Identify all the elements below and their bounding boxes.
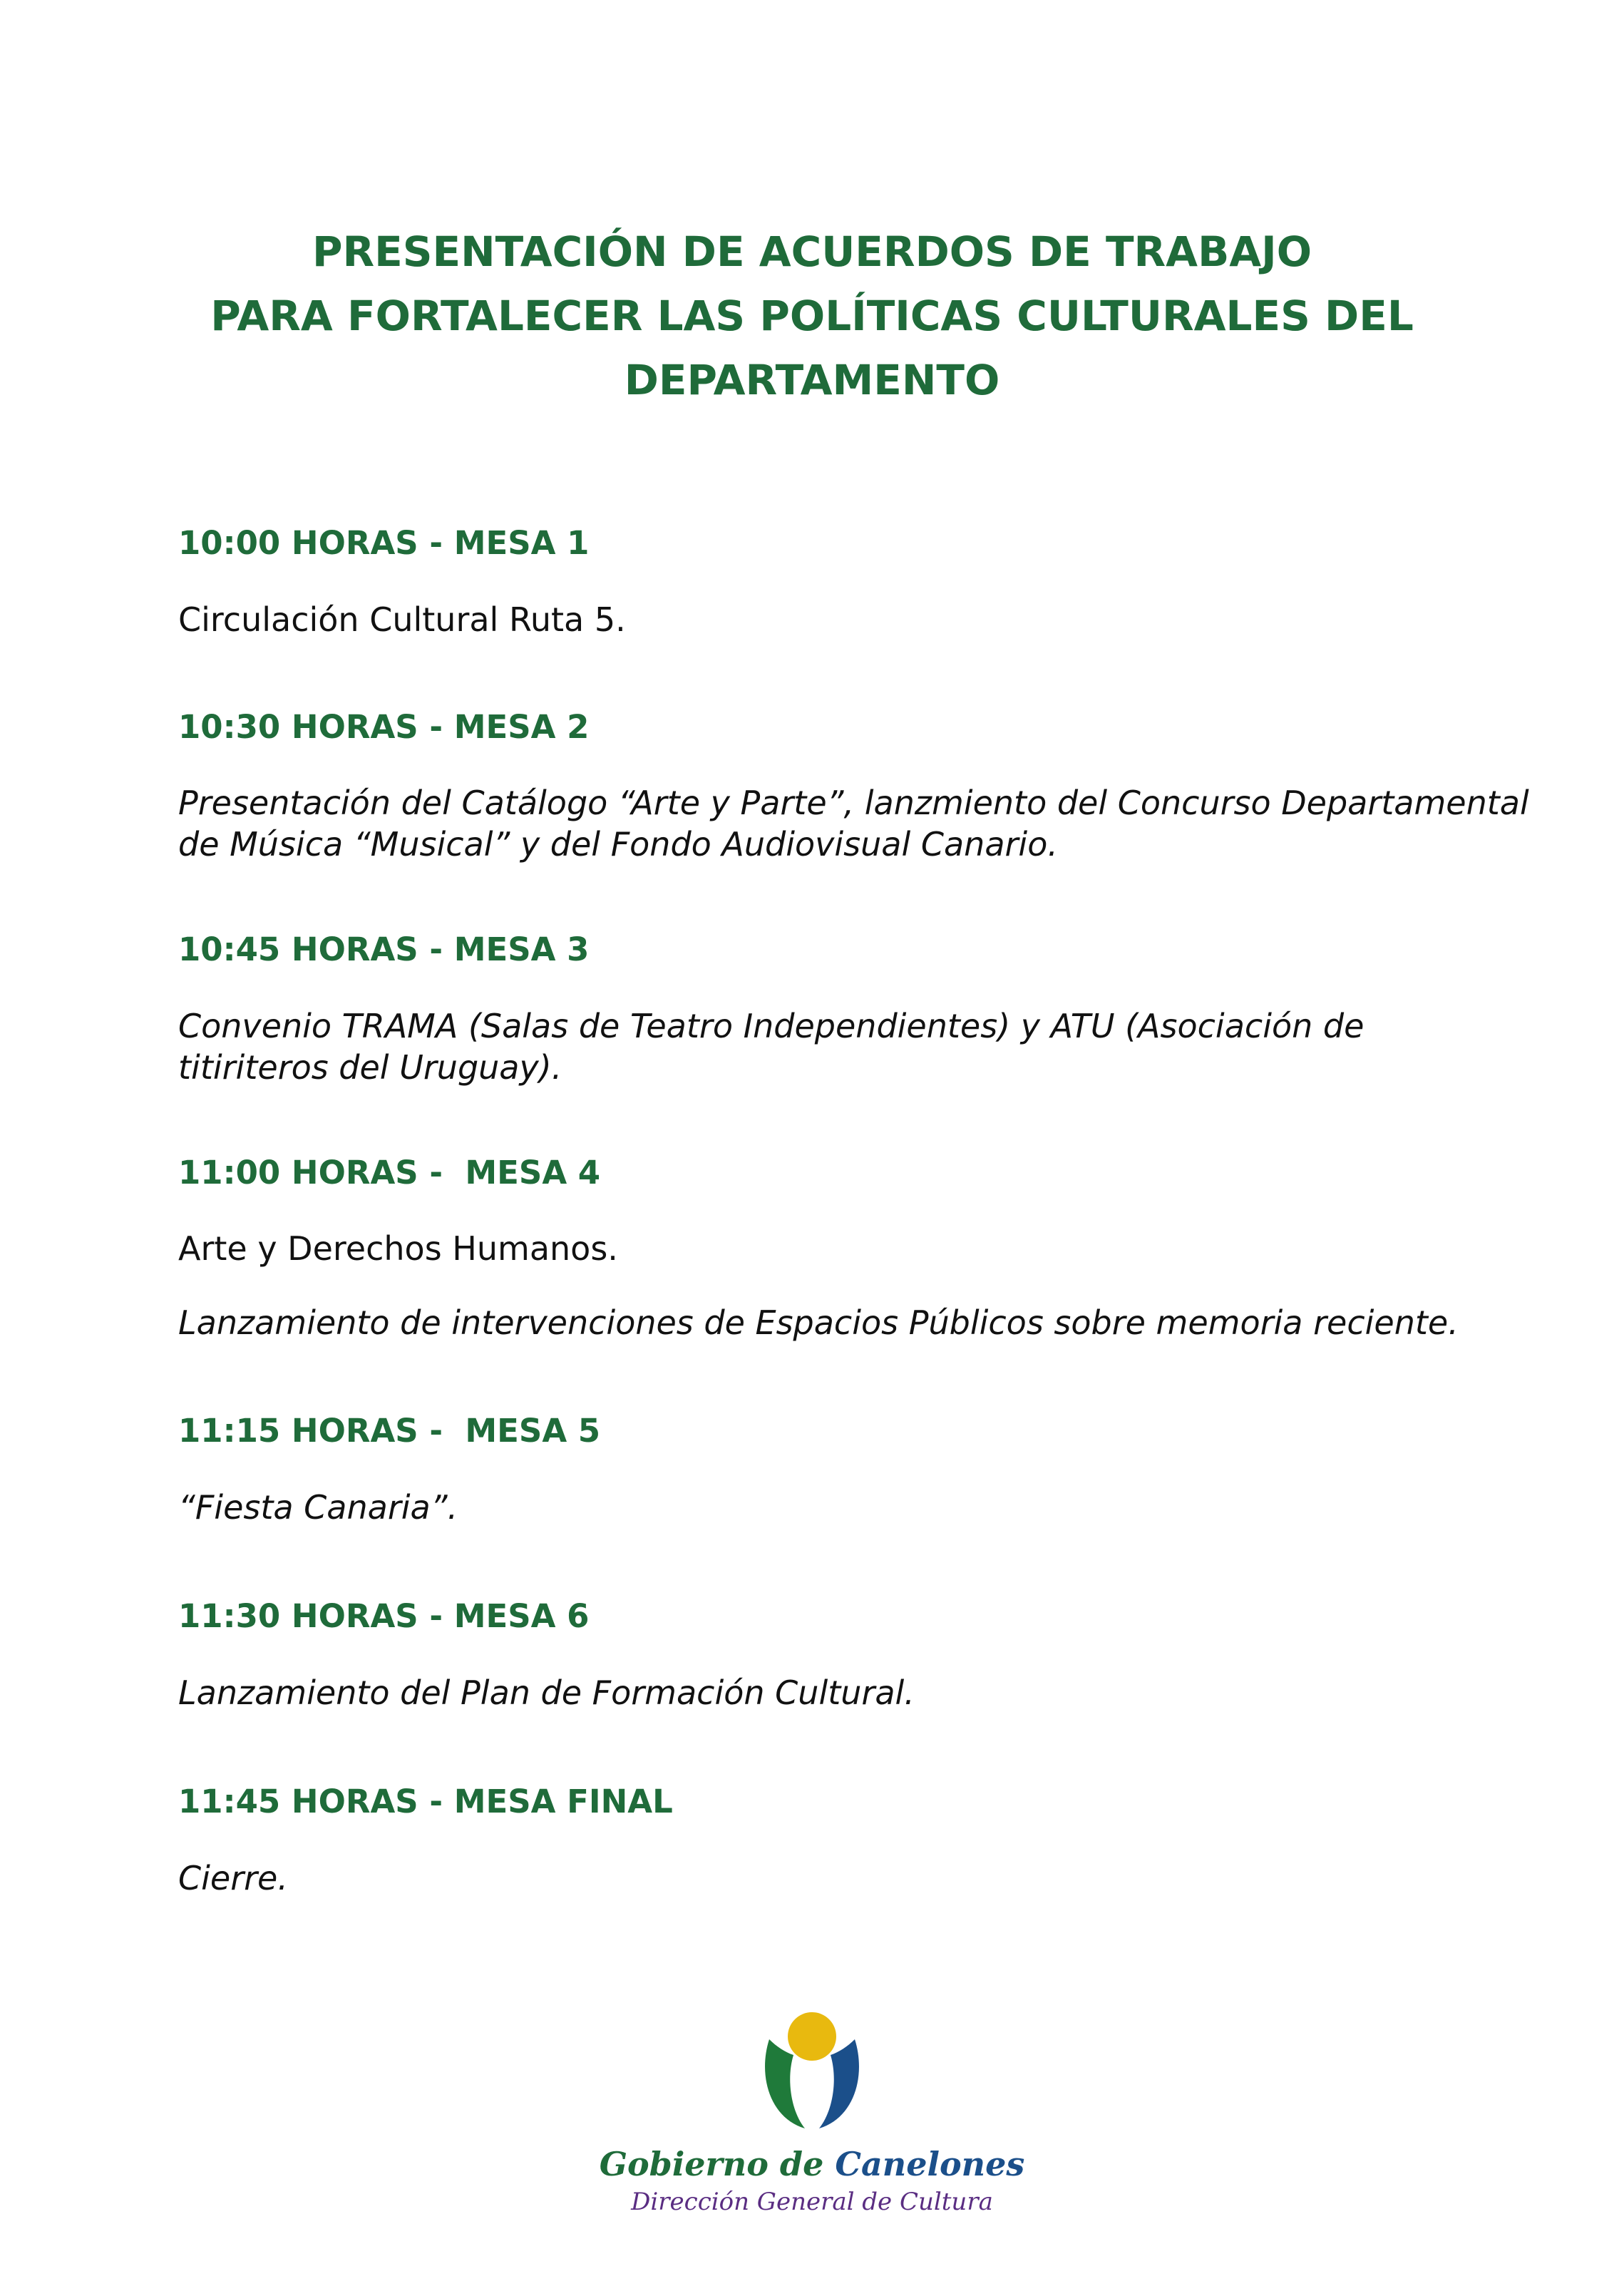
logo-stem-icon bbox=[806, 2068, 818, 2123]
session-2-heading: 10:30 HORAS - MESA 2 bbox=[178, 708, 590, 746]
logo-subtitle: Dirección General de Cultura bbox=[631, 2188, 993, 2216]
session-1-text: Circulación Cultural Ruta 5. bbox=[178, 600, 626, 639]
session-final-heading: 11:45 HORAS - MESA FINAL bbox=[178, 1783, 673, 1820]
session-3-heading: 10:45 HORAS - MESA 3 bbox=[178, 931, 590, 968]
session-2-text-line-1: Presentación del Catálogo “Arte y Parte”, lanzmiento del Concurso Departamental bbox=[178, 784, 1529, 822]
session-6-text: Lanzamiento del Plan de Formación Cultural. bbox=[178, 1674, 915, 1712]
logo-name-part-1: Gobierno de bbox=[599, 2145, 836, 2183]
logo-name bbox=[0, 2145, 1624, 2183]
session-3-text-line-1: Convenio TRAMA (Salas de Teatro Independientes) y ATU (Asociación de bbox=[178, 1007, 1365, 1045]
session-4-heading: 11:00 HORAS - MESA 4 bbox=[178, 1154, 601, 1191]
session-6-heading: 11:30 HORAS - MESA 6 bbox=[178, 1597, 590, 1635]
logo-name-part-2: Canelones bbox=[835, 2145, 1025, 2183]
session-5-heading: 11:15 HORAS - MESA 5 bbox=[178, 1412, 601, 1450]
session-final-text: Cierre. bbox=[178, 1859, 288, 1897]
title-line-1: PRESENTACIÓN DE ACUERDOS DE TRABAJO bbox=[312, 227, 1312, 276]
logo-sun-icon bbox=[788, 2012, 836, 2061]
title-line-2: PARA FORTALECER LAS POLÍTICAS CULTURALES DEL bbox=[210, 292, 1414, 340]
session-4-text-line-1: Arte y Derechos Humanos. bbox=[178, 1229, 618, 1268]
canelones-emblem-icon bbox=[762, 2011, 862, 2132]
session-3-text-line-2: titiriteros del Uruguay). bbox=[178, 1048, 562, 1087]
session-2-text-line-2: de Música “Musical” y del Fondo Audiovisual Canario. bbox=[178, 825, 1058, 863]
canelones-logo bbox=[0, 2011, 1624, 2216]
session-4-text-line-2: Lanzamiento de intervenciones de Espacios Públicos sobre memoria reciente. bbox=[178, 1303, 1459, 1342]
session-1-heading: 10:00 HORAS - MESA 1 bbox=[178, 524, 590, 562]
document-title bbox=[0, 220, 1624, 412]
title-line-3: DEPARTAMENTO bbox=[624, 356, 1000, 404]
session-5-text: “Fiesta Canaria”. bbox=[178, 1488, 458, 1527]
